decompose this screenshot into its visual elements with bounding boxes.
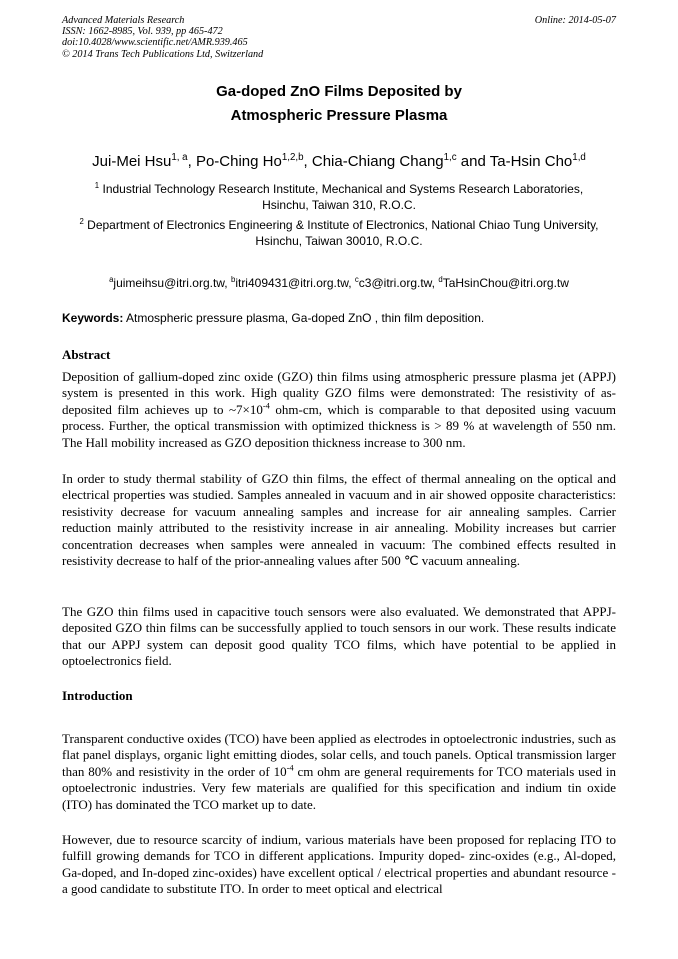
journal-issn: ISSN: 1662-8985, Vol. 939, pp 465-472 <box>62 26 223 38</box>
email-link[interactable]: c3@itri.org.tw <box>358 276 432 290</box>
keywords-text: Atmospheric pressure plasma, Ga-doped ZnO , thin film deposition. <box>123 311 485 325</box>
affiliation-line-2: Hsinchu, Taiwan 310, R.O.C. <box>262 198 416 212</box>
author-list <box>0 152 678 172</box>
abstract-heading: Abstract <box>62 347 111 362</box>
keywords-label: Keywords: <box>62 311 124 325</box>
author-name: Ta-Hsin Cho <box>489 153 573 170</box>
introduction-heading: Introduction <box>62 688 133 703</box>
email-marker: d <box>438 275 443 284</box>
email-link[interactable]: TaHsinChou@itri.org.tw <box>442 276 569 290</box>
affiliation-line-1: Industrial Technology Research Institute, Mechanical and Systems Research Laboratories, <box>102 182 584 196</box>
author-name: Jui-Mei Hsu <box>92 153 172 170</box>
journal-copyright: © 2014 Trans Tech Publications Ltd, Switzerland <box>62 48 264 60</box>
exponent: -4 <box>262 400 270 411</box>
email-marker: c <box>354 275 359 284</box>
email-marker: b <box>230 275 236 284</box>
affiliation-marker: 1 <box>94 181 100 190</box>
abstract-p1-text: Deposition of gallium-doped zinc oxide (GZO) thin films using atmospheric pressure plasma jet (APPJ) system is presented in this work. High quality GZO films were demonstrated: The resistivity of as-deposited film achieves up to ~7×10 <box>62 369 616 417</box>
author-affiliation-marker: 1, a <box>171 152 188 163</box>
exponent: -4 <box>286 762 294 773</box>
affiliation-2 <box>62 217 616 249</box>
abstract-paragraph-3: The GZO thin films used in capacitive touch sensors were also evaluated. We demonstrated that APPJ-deposited GZO thin films can be successfully applied to touch sensors in our work. These results indicate that our APPJ system can deposit good quality TCO films, which have potential to be applied in optoelectronics field. <box>62 604 616 669</box>
title-line-2: Atmospheric Pressure Plasma <box>230 107 448 124</box>
author-separator: , <box>187 153 196 170</box>
affiliation-marker: 2 <box>79 217 84 226</box>
author-separator: and <box>456 153 490 170</box>
journal-header <box>62 15 616 60</box>
email-marker: a <box>109 275 114 284</box>
affiliation-1 <box>62 181 616 213</box>
paper-title <box>0 80 678 128</box>
email-link[interactable]: itri409431@itri.org.tw <box>235 276 349 290</box>
journal-name: Advanced Materials Research <box>62 15 185 26</box>
affiliation-line-1: Department of Electronics Engineering & Institute of Electronics, National Chiao Tung University, <box>87 218 599 232</box>
journal-doi: doi:10.4028/www.scientific.net/AMR.939.465 <box>62 37 248 49</box>
author-separator: , <box>303 153 312 170</box>
online-date: Online: 2014-05-07 <box>534 15 616 26</box>
email-link[interactable]: juimeihsu@itri.org.tw <box>113 276 225 290</box>
intro-p1-text-cont: cm ohm are general requirements for TCO materials used in optoelectronic industries. Very few materials are qualified for this specification and indium tin oxide (ITO) has dominated the TCO market up to date. <box>62 763 616 812</box>
abstract-p1-text-cont: ohm-cm, which is comparable to that deposited using vacuum process. Further, the optical transmission with optimized thickness is > 89 % at wavelength of 550 nm. The Hall mobility increased as GZO deposition thickness increase to 300 nm. <box>62 401 616 450</box>
affiliation-line-2: Hsinchu, Taiwan 30010, R.O.C. <box>255 234 423 248</box>
author-affiliation-marker: 1,d <box>572 152 586 163</box>
keywords <box>62 310 616 326</box>
author-affiliation-marker: 1,c <box>443 152 457 163</box>
abstract-paragraph-2: In order to study thermal stability of GZO thin films, the effect of thermal annealing on the optical and electrical properties was studied. Samples annealed in vacuum and in air showed opposite characteristics: resistivity decrease for vacuum annealing samples and increase for air annealing samples. Carrier reduction mainly attributed to the resistivity increase in air annealing. Mobility increases but carrier concentration decreases when samples were annealed in vacuum: The combined effects resulted in resistivity decrease to half of the prior-annealing values after 500 ℃ vacuum annealing. <box>62 471 616 569</box>
author-name: Chia-Chiang Chang <box>311 153 444 170</box>
author-emails: $^a$juimeihsu@itri.org.tw, $^b$itri409431@itri.org.tw, $^c$c3@itri.org.tw, $^d$TaHsinChou@itri.org.tw <box>109 275 569 290</box>
intro-p1-text: Transparent conductive oxides (TCO) have been applied as electrodes in optoelectronic industries, such as flat panel displays, organic light emitting diodes, solar cells, and touch panels. Optical transmission larger than 80% and resistivity in the order of 10 <box>62 731 616 779</box>
introduction-paragraph-2: However, due to resource scarcity of indium, various materials have been proposed for replacing ITO to fulfill growing demands for TCO in different applications. Impurity doped- zinc-oxides (e.g., Al-doped, Ga-doped, and In-doped zinc-oxides) have excellent optical / electrical properties and abundant resource - a good candidate to substitute ITO. In order to meet optical and electrical <box>62 832 616 897</box>
title-line-1: Ga-doped ZnO Films Deposited by <box>216 83 462 100</box>
abstract-paragraph-1 <box>62 369 616 451</box>
author-affiliation-marker: 1,2,b <box>281 152 304 163</box>
author-name: Po-Ching Ho <box>195 153 282 170</box>
introduction-paragraph-1 <box>62 731 616 813</box>
